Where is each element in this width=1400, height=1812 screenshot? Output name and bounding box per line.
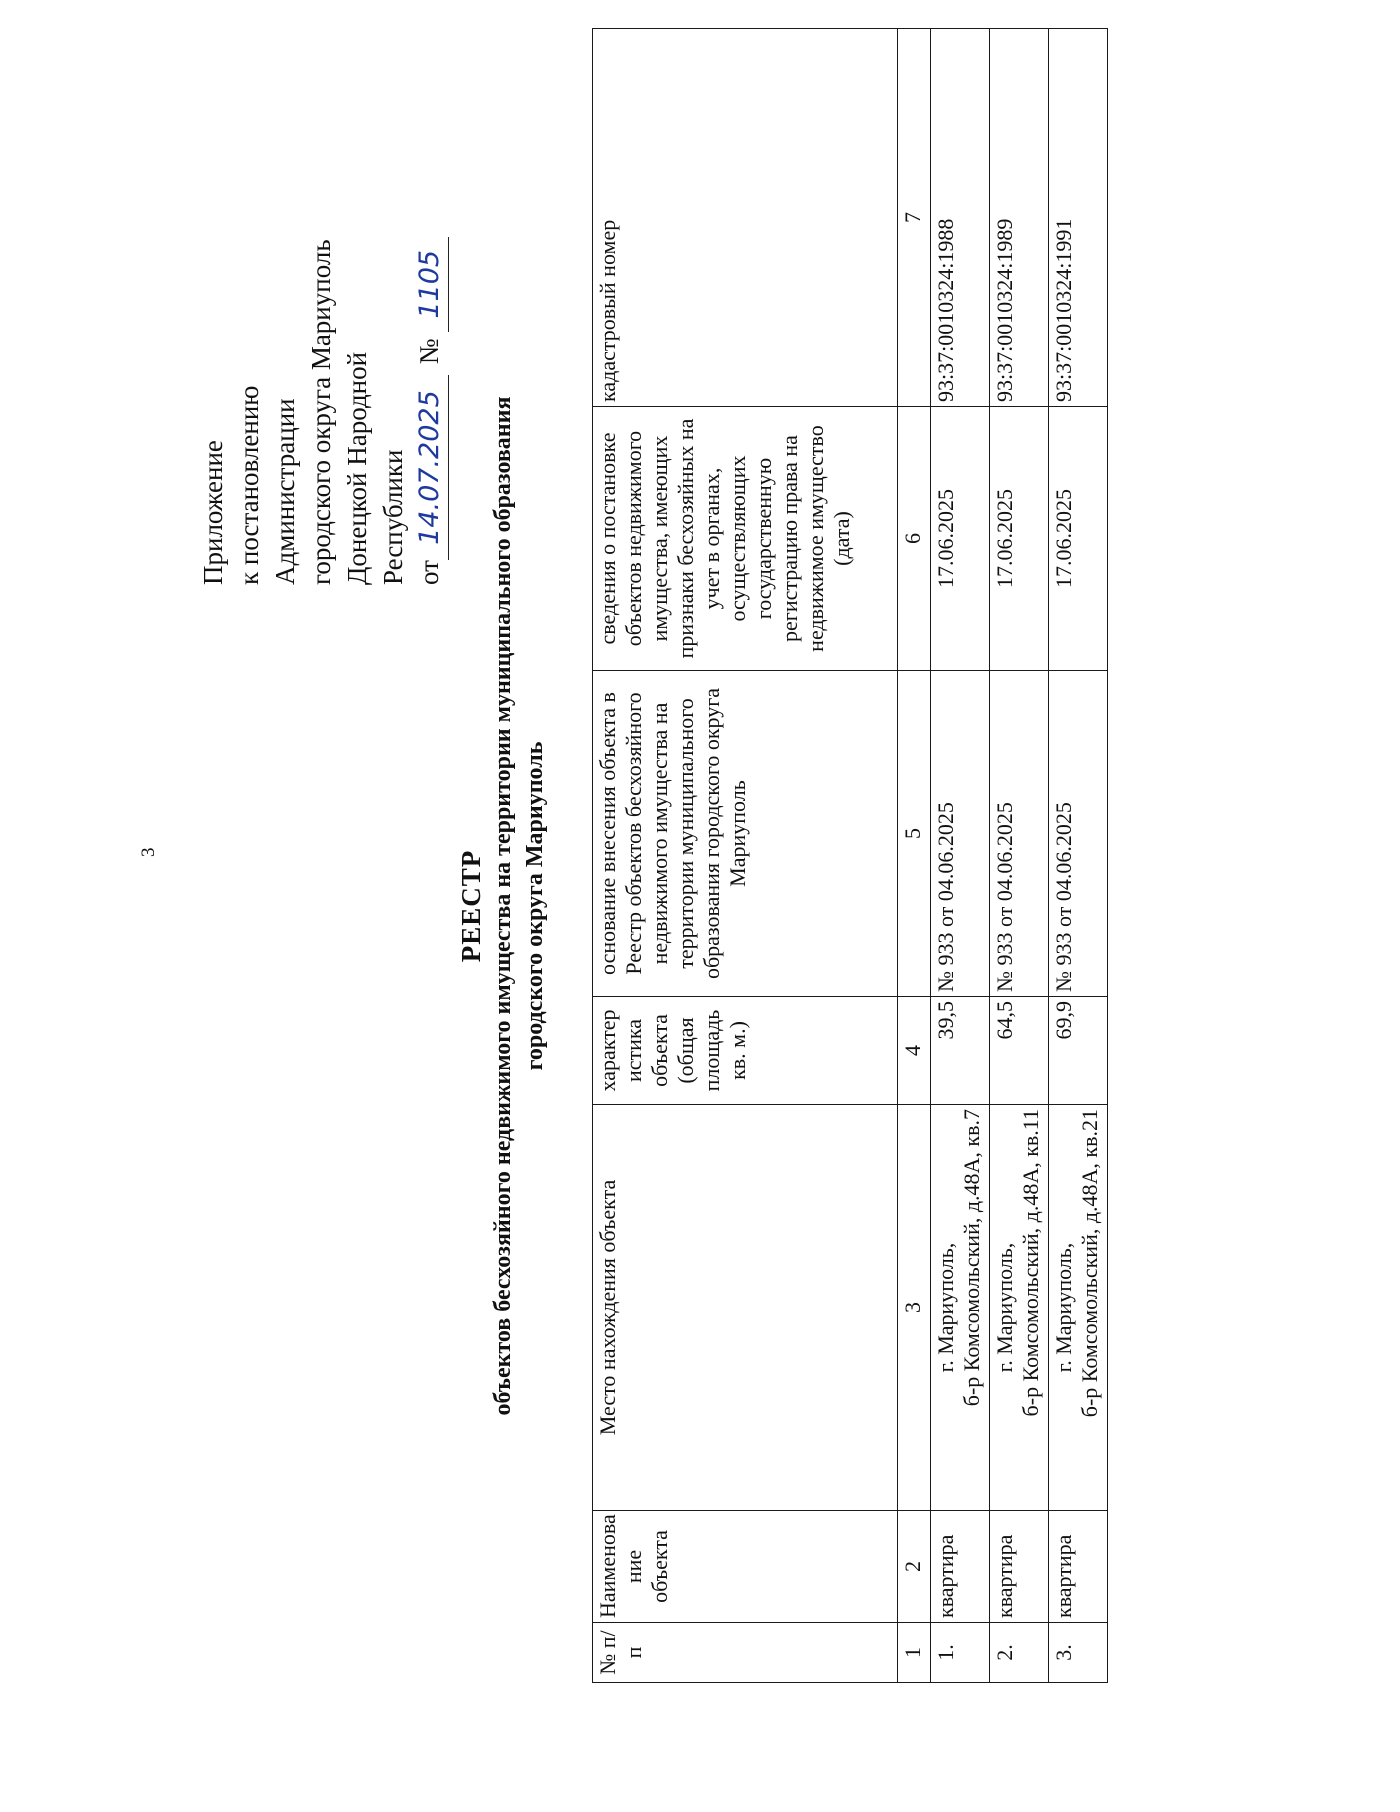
header-location: Место нахождения объекта	[593, 1105, 898, 1511]
cell-name: квартира	[1049, 1511, 1108, 1623]
cell-cadastral: 93:37:0010324:1988	[931, 29, 990, 407]
handwritten-date: 14.07.2025	[412, 375, 449, 560]
header-registration: сведения о постановке объектов недвижимого имущества, имеющих признаки бесхозяйных на учет в органах, осуществляющих государственную регистрацию права на недвижимое имущество (дата)	[593, 407, 898, 671]
cell-date: 17.06.2025	[1049, 407, 1108, 671]
number-label: №	[414, 338, 444, 365]
cell-location	[931, 1105, 990, 1511]
appendix-line: городского округа Мариуполь	[306, 239, 336, 585]
header-cadastral: кадастровый номер	[593, 29, 898, 407]
appendix-line: Донецкой Народной	[342, 351, 372, 585]
appendix-block	[195, 115, 449, 585]
cell-num: 1.	[931, 1623, 990, 1683]
column-number: 1	[898, 1623, 931, 1683]
cell-basis: № 933 от 04.06.2025	[1049, 671, 1108, 997]
table-row	[1049, 29, 1108, 1683]
appendix-line: Республики	[378, 449, 408, 585]
column-number: 5	[898, 671, 931, 997]
table-row	[990, 29, 1049, 1683]
cell-num: 3.	[1049, 1623, 1108, 1683]
appendix-line: Администрации	[270, 398, 300, 585]
cell-location	[990, 1105, 1049, 1511]
location-city: г. Мариуполь,	[992, 1242, 1017, 1373]
title-line-1: объектов бесхозяйного недвижимого имущества на территории муниципального образования	[490, 396, 516, 1416]
cell-area: 69,9	[1049, 997, 1108, 1105]
header-area: характер истика объекта (общая площадь кв. м.)	[593, 997, 898, 1105]
appendix-line: к постановлению	[234, 385, 264, 585]
location-address: б-р Комсомольский, д.48А, кв.11	[1018, 1109, 1043, 1417]
appendix-line: Приложение	[198, 440, 228, 585]
registry-table	[592, 28, 1108, 1683]
table-row	[931, 29, 990, 1683]
column-number: 2	[898, 1511, 931, 1623]
cell-basis: № 933 от 04.06.2025	[931, 671, 990, 997]
cell-name: квартира	[931, 1511, 990, 1623]
location-city: г. Мариуполь,	[1051, 1242, 1076, 1373]
cell-date: 17.06.2025	[931, 407, 990, 671]
column-number: 7	[898, 29, 931, 407]
column-numbers-row	[898, 29, 931, 1683]
page-number: 3	[138, 847, 159, 857]
cell-name: квартира	[990, 1511, 1049, 1623]
cell-basis: № 933 от 04.06.2025	[990, 671, 1049, 997]
title-heading: РЕЕСТР	[456, 849, 486, 963]
handwritten-number: 1105	[412, 237, 449, 332]
location-city: г. Мариуполь,	[933, 1242, 958, 1373]
cell-num: 2.	[990, 1623, 1049, 1683]
column-number: 3	[898, 1105, 931, 1511]
header-basis: основание внесения объекта в Реестр объектов бесхозяйного недвижимого имущества на территории муниципального образования городского округа Мариуполь	[593, 671, 898, 997]
location-address: б-р Комсомольский, д.48А, кв.21	[1077, 1109, 1102, 1418]
table-header-row	[593, 29, 898, 1683]
title-line-2: городского округа Мариуполь	[522, 741, 548, 1071]
cell-area: 39,5	[931, 997, 990, 1105]
document-title	[456, 0, 551, 1812]
cell-location	[1049, 1105, 1108, 1511]
location-address: б-р Комсомольский, д.48А, кв.7	[959, 1109, 984, 1407]
column-number: 4	[898, 997, 931, 1105]
from-label: от	[414, 560, 444, 585]
column-number: 6	[898, 407, 931, 671]
cell-cadastral: 93:37:0010324:1989	[990, 29, 1049, 407]
cell-area: 64,5	[990, 997, 1049, 1105]
cell-cadastral: 93:37:0010324:1991	[1049, 29, 1108, 407]
appendix-date-number-line	[411, 115, 449, 585]
header-name: Наименова ние объекта	[593, 1511, 898, 1623]
header-num: № п/п	[593, 1623, 898, 1683]
cell-date: 17.06.2025	[990, 407, 1049, 671]
